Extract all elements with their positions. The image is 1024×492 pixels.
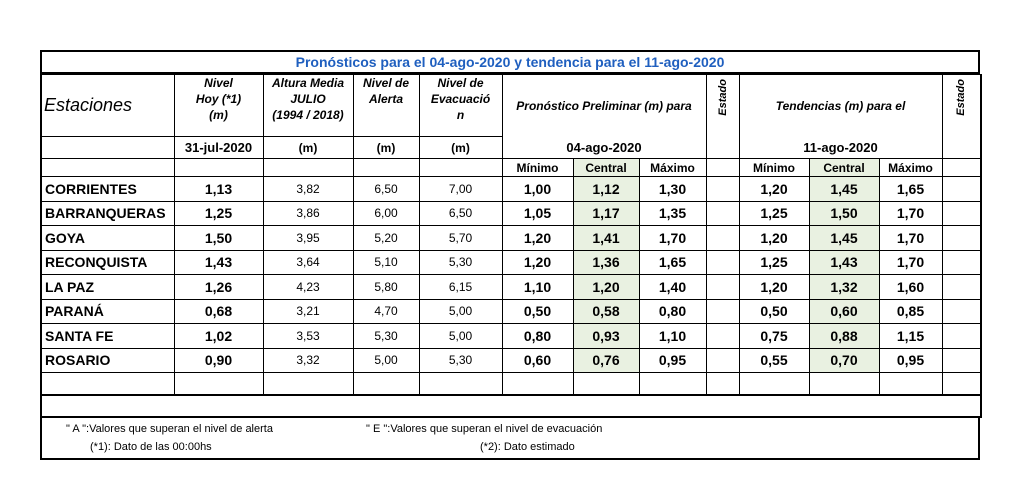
blank-cell [174,159,263,177]
estado-cell [706,250,739,275]
header-t-central: Central [809,159,879,177]
blank-cell [809,373,879,395]
header-altura-media-line1: Altura Media [271,76,344,90]
cell-t-cen: 1,45 [809,177,879,202]
forecast-sheet [40,50,980,460]
table-row [41,348,981,373]
table-row [41,201,981,226]
cell-p-max: 1,70 [639,226,706,251]
cell-alerta: 5,00 [353,348,419,373]
cell-hoy: 1,13 [174,177,263,202]
table-row [41,177,981,202]
cell-p-cen: 1,17 [573,201,639,226]
cell-alerta: 6,00 [353,201,419,226]
estado-cell [942,275,981,300]
blank-cell [353,373,419,395]
forecast-table [40,74,982,418]
header-nivel-hoy-line1: Nivel [204,76,233,90]
cell-media: 3,53 [263,324,353,349]
cell-t-max: 1,15 [879,324,942,349]
cell-evac: 5,00 [419,299,502,324]
table-row [41,299,981,324]
estado-cell [706,299,739,324]
cell-t-max: 0,85 [879,299,942,324]
cell-evac: 5,70 [419,226,502,251]
cell-p-min: 0,80 [502,324,573,349]
table-body [41,75,981,417]
cell-evac: 6,50 [419,201,502,226]
cell-station: BARRANQUERAS [41,201,174,226]
cell-t-min: 1,25 [739,250,809,275]
blank-cell [879,373,942,395]
blank-cell [41,137,174,159]
cell-t-max: 1,65 [879,177,942,202]
cell-station: PARANÁ [41,299,174,324]
cell-station: LA PAZ [41,275,174,300]
header-nivel-evac-unit: (m) [419,137,502,159]
estado-cell [706,275,739,300]
cell-p-max: 1,65 [639,250,706,275]
cell-station: CORRIENTES [41,177,174,202]
table-row [41,324,981,349]
header-nivel-evac [419,75,502,137]
blank-cell [573,373,639,395]
estado-label-2: Estado [955,79,968,116]
cell-p-cen: 1,12 [573,177,639,202]
cell-hoy: 1,43 [174,250,263,275]
estado-cell [942,324,981,349]
cell-t-cen: 1,32 [809,275,879,300]
header-nivel-alerta-unit: (m) [353,137,419,159]
cell-p-max: 1,40 [639,275,706,300]
header-p-minimo: Mínimo [502,159,573,177]
cell-hoy: 1,25 [174,201,263,226]
cell-p-cen: 0,58 [573,299,639,324]
header-tendencias-date: 11-ago-2020 [739,137,942,159]
cell-station: GOYA [41,226,174,251]
cell-hoy: 0,90 [174,348,263,373]
cell-media: 3,21 [263,299,353,324]
cell-t-cen: 0,88 [809,324,879,349]
table-row-empty [41,373,981,395]
header-nivel-evac-line3: n [456,108,465,122]
cell-evac: 7,00 [419,177,502,202]
cell-t-cen: 1,50 [809,201,879,226]
cell-p-cen: 0,76 [573,348,639,373]
cell-station: SANTA FE [41,324,174,349]
blank-cell [353,159,419,177]
cell-p-max: 1,10 [639,324,706,349]
note-evacuacion: " E ":Valores que superan el nivel de evacuación [366,422,603,435]
cell-evac: 5,30 [419,250,502,275]
estado-cell [706,324,739,349]
blank-cell [942,373,981,395]
note-dato-estimado: (*2): Dato estimado [480,440,575,453]
header-nivel-alerta-line2: Alerta [368,92,403,106]
table-row-spacer [41,395,981,417]
cell-t-min: 0,75 [739,324,809,349]
cell-p-min: 1,20 [502,250,573,275]
estado-cell [706,348,739,373]
cell-t-cen: 0,60 [809,299,879,324]
blank-cell [263,373,353,395]
blank-cell [706,159,739,177]
cell-station: RECONQUISTA [41,250,174,275]
cell-hoy: 0,68 [174,299,263,324]
blank-cell [174,373,263,395]
cell-alerta: 5,20 [353,226,419,251]
header-altura-media-line3: (1994 / 2018) [272,108,344,122]
cell-p-min: 1,05 [502,201,573,226]
estado-cell [942,177,981,202]
header-pronostico: Pronóstico Preliminar (m) para [502,75,706,137]
table-row [41,275,981,300]
cell-p-min: 0,60 [502,348,573,373]
cell-t-min: 1,20 [739,226,809,251]
blank-cell [41,395,981,417]
header-altura-media-unit: (m) [263,137,353,159]
estado-cell [706,201,739,226]
blank-cell [263,159,353,177]
cell-p-min: 1,10 [502,275,573,300]
blank-cell [942,159,981,177]
cell-media: 4,23 [263,275,353,300]
blank-cell [41,159,174,177]
estado-cell [706,226,739,251]
cell-alerta: 5,10 [353,250,419,275]
cell-t-cen: 1,43 [809,250,879,275]
cell-media: 3,82 [263,177,353,202]
cell-evac: 5,00 [419,324,502,349]
cell-t-min: 0,50 [739,299,809,324]
cell-hoy: 1,02 [174,324,263,349]
cell-p-cen: 0,93 [573,324,639,349]
cell-p-cen: 1,20 [573,275,639,300]
note-alerta: " A ":Valores que superan el nivel de alerta [66,422,273,435]
cell-t-min: 1,25 [739,201,809,226]
cell-t-max: 1,60 [879,275,942,300]
cell-alerta: 6,50 [353,177,419,202]
cell-t-min: 1,20 [739,275,809,300]
cell-t-max: 1,70 [879,250,942,275]
estado-label-1: Estado [716,79,729,116]
cell-media: 3,86 [263,201,353,226]
cell-t-min: 0,55 [739,348,809,373]
cell-hoy: 1,50 [174,226,263,251]
blank-cell [419,159,502,177]
estado-cell [942,201,981,226]
header-altura-media-line2: JULIO [290,92,326,106]
cell-t-min: 1,20 [739,177,809,202]
header-nivel-hoy-date: 31-jul-2020 [174,137,263,159]
cell-evac: 6,15 [419,275,502,300]
cell-evac: 5,30 [419,348,502,373]
header-pronostico-date: 04-ago-2020 [502,137,706,159]
notes-table [40,418,980,460]
sheet-title: Pronósticos para el 04-ago-2020 y tendencia para el 11-ago-2020 [40,50,980,74]
header-estado-2 [942,75,981,159]
cell-p-max: 0,80 [639,299,706,324]
estado-cell [706,177,739,202]
header-nivel-hoy-line3: (m) [209,108,228,122]
cell-p-max: 0,95 [639,348,706,373]
header-p-maximo: Máximo [639,159,706,177]
estado-cell [942,299,981,324]
cell-hoy: 1,26 [174,275,263,300]
header-estado-1 [706,75,739,159]
cell-station: ROSARIO [41,348,174,373]
cell-alerta: 5,30 [353,324,419,349]
cell-t-max: 1,70 [879,226,942,251]
table-row [41,250,981,275]
header-nivel-evac-line2: Evacuació [430,92,491,106]
cell-media: 3,64 [263,250,353,275]
blank-cell [739,373,809,395]
header-nivel-alerta [353,75,419,137]
header-nivel-hoy-line2: Hoy (*1) [195,92,242,106]
cell-p-min: 1,00 [502,177,573,202]
blank-cell [639,373,706,395]
cell-t-max: 1,70 [879,201,942,226]
header-t-minimo: Mínimo [739,159,809,177]
header-t-maximo: Máximo [879,159,942,177]
cell-p-min: 0,50 [502,299,573,324]
blank-cell [502,373,573,395]
cell-t-cen: 1,45 [809,226,879,251]
notes-box [41,418,979,459]
cell-p-cen: 1,41 [573,226,639,251]
table-row [41,226,981,251]
cell-alerta: 4,70 [353,299,419,324]
cell-p-min: 1,20 [502,226,573,251]
header-nivel-hoy [174,75,263,137]
cell-t-cen: 0,70 [809,348,879,373]
estado-cell [942,348,981,373]
cell-t-max: 0,95 [879,348,942,373]
cell-p-cen: 1,36 [573,250,639,275]
header-altura-media [263,75,353,137]
cell-media: 3,95 [263,226,353,251]
blank-cell [419,373,502,395]
header-tendencias: Tendencias (m) para el [739,75,942,137]
cell-p-max: 1,30 [639,177,706,202]
note-dato-hora: (*1): Dato de las 00:00hs [90,440,212,453]
estado-cell [942,226,981,251]
blank-cell [706,373,739,395]
header-p-central: Central [573,159,639,177]
header-estaciones: Estaciones [41,75,174,137]
blank-cell [41,373,174,395]
header-nivel-alerta-line1: Nivel de [362,76,410,90]
header-nivel-evac-line1: Nivel de [437,76,484,90]
cell-p-max: 1,35 [639,201,706,226]
estado-cell [942,250,981,275]
cell-media: 3,32 [263,348,353,373]
cell-alerta: 5,80 [353,275,419,300]
